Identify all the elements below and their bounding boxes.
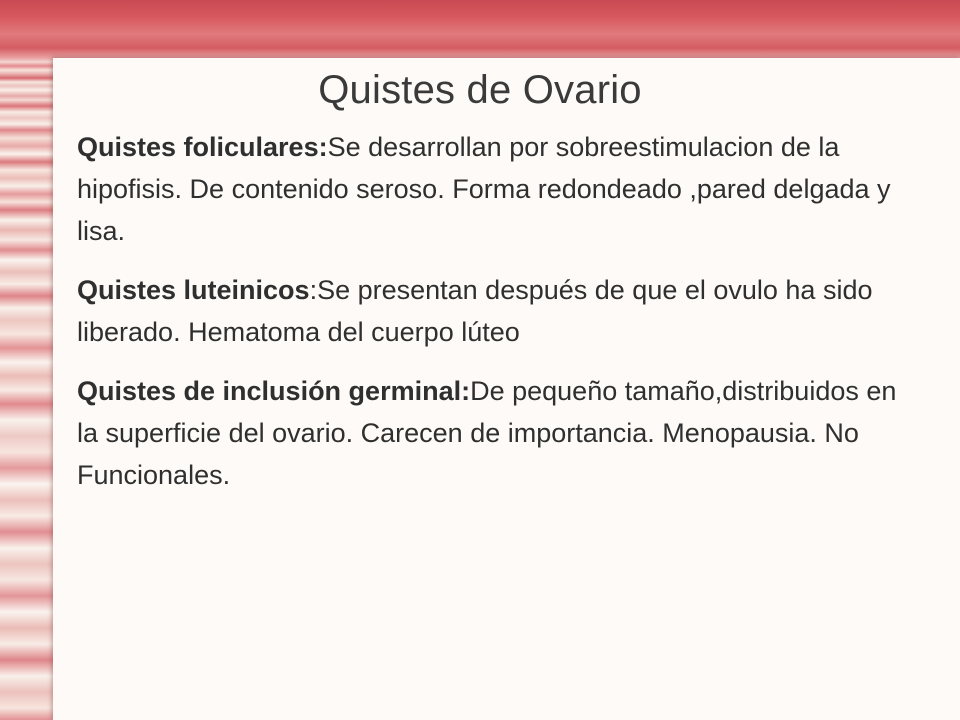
- paragraph-quistes-foliculares: [77, 126, 897, 252]
- paragraph-text: Se desarrollan por sobreestimulacion de la hipofisis. De contenido seroso. Forma redondeado ,pared delgada y lisa.: [77, 132, 891, 246]
- paragraph-heading: Quistes luteinicos: [77, 275, 310, 305]
- paragraph-heading: Quistes de inclusión germinal:: [77, 376, 471, 406]
- paragraph-text: :Se presentan después de que el ovulo ha sido liberado. Hematoma del cuerpo lúteo: [77, 275, 873, 347]
- slide-title: Quistes de Ovario: [318, 68, 642, 112]
- slide-panel: [53, 58, 960, 720]
- paragraph-quistes-inclusion-germinal: [77, 370, 897, 496]
- paragraph-text: De pequeño tamaño,distribuidos en la superficie del ovario. Carecen de importancia. Menopausia. No Funcionales.: [77, 376, 897, 490]
- paragraph-heading: Quistes foliculares:: [77, 132, 328, 162]
- paragraph-quistes-luteinicos: [77, 269, 897, 353]
- slide-body: [77, 126, 897, 513]
